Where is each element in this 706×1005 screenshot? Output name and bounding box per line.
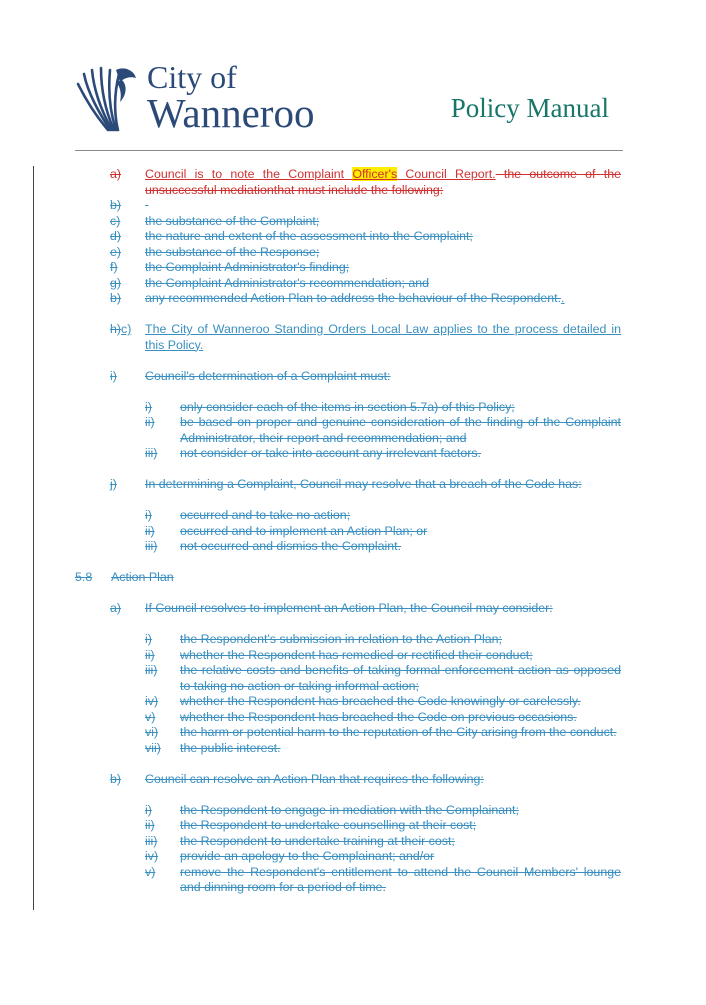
clause-text: Council can resolve an Action Plan that requires the following: <box>145 771 484 786</box>
list-item <box>0 260 706 276</box>
clause-c <box>0 322 706 353</box>
sub-list-item <box>0 632 706 648</box>
clause-j <box>0 477 706 493</box>
clause-label: a) <box>110 601 122 615</box>
sub-list-item <box>0 648 706 664</box>
page-header <box>0 0 706 152</box>
sub-list-item-text: occurred and to take no action; <box>180 508 351 522</box>
sub-list-item-text: the Respondent's submission in relation to the Action Plan; <box>180 632 502 646</box>
sub-list-item-label: ii) <box>145 523 155 538</box>
sub-list-item-text: the Respondent to undertake counselling at their cost; <box>180 818 477 832</box>
clause-a-text <box>145 167 621 198</box>
clause-i-text: Council's determination of a Complaint must: <box>145 368 391 383</box>
list-item <box>0 291 706 307</box>
sub-list-item-label: v) <box>145 709 156 724</box>
sub-list-item-label: vii) <box>145 740 161 755</box>
inserted-text: Council Report. <box>397 167 496 181</box>
sub-list-item <box>0 415 706 446</box>
action-plan-clause-a <box>0 601 706 617</box>
sub-list-item <box>0 865 706 896</box>
sub-list-item-text: the relative costs and benefits of taking formal enforcement action as opposed to taking no action or taking informal action; <box>180 663 621 693</box>
sub-list-item <box>0 818 706 834</box>
section-number: 5.8 <box>75 570 93 584</box>
sub-list-item-text: the Respondent to engage in mediation with the Complainant; <box>180 802 519 817</box>
sub-list-item <box>0 849 706 865</box>
list-item <box>0 276 706 292</box>
clause-b-empty <box>0 198 706 214</box>
sub-list-item-text: whether the Respondent has breached the Code knowingly or carelessly. <box>180 694 581 708</box>
sub-list-item <box>0 694 706 710</box>
list-item-text: the Complaint Administrator's finding; <box>145 260 350 274</box>
list-item-label: b) <box>110 291 122 305</box>
list-item-label: f) <box>110 260 118 274</box>
deleted-text: the outcome of the unsuccessful mediation <box>145 167 621 197</box>
city-logo-icon <box>76 64 140 134</box>
sub-list-item-label: i) <box>145 632 152 646</box>
list-item-text: any recommended Action Plan to address the behaviour of the Respondent.. <box>145 291 565 305</box>
sub-list-item <box>0 400 706 416</box>
clause-text: If Council resolves to implement an Action Plan, the Council may consider: <box>145 601 553 615</box>
sub-list-item <box>0 539 706 555</box>
sub-list-item-label: iii) <box>145 539 158 553</box>
sub-list-item-text: not occurred and dismiss the Complaint. <box>180 539 402 553</box>
logo-city-text: City of <box>147 59 237 95</box>
section-title: Action Plan <box>111 570 174 584</box>
list-item-text: the nature and extent of the assessment into the Complaint; <box>145 229 473 243</box>
clause-c-text: The City of Wanneroo Standing Orders Local Law applies to the process detailed in this Policy. <box>145 322 621 352</box>
list-item-text: the substance of the Complaint; <box>145 213 320 228</box>
clause-a <box>0 167 706 198</box>
sub-list-item-text: the Respondent to undertake training at their cost; <box>180 833 455 848</box>
sub-list-item <box>0 834 706 850</box>
section-heading <box>0 570 706 586</box>
sub-list-item-label: iii) <box>145 446 158 460</box>
clause-i <box>0 369 706 385</box>
sub-list-item <box>0 725 706 741</box>
sub-list-item-label: iii) <box>145 833 158 848</box>
sub-list-item-label: i) <box>145 508 152 522</box>
list-item <box>0 229 706 245</box>
sub-list-item <box>0 446 706 462</box>
sub-list-item-text: remove the Respondent's entitlement to attend the Council Members' lounge and dinning room for a period of time. <box>180 864 621 894</box>
list-item-label: c) <box>110 213 121 228</box>
sub-list-item <box>0 508 706 524</box>
clause-b-label: b) <box>110 198 122 212</box>
list-item-label: g) <box>110 275 122 290</box>
sub-list-item-label: i) <box>145 399 152 414</box>
sub-list-item-label: iv) <box>145 849 159 863</box>
sub-list-item-text: not consider or take into account any irrelevant factors. <box>180 446 481 460</box>
list-item <box>0 245 706 261</box>
document-body <box>0 167 706 896</box>
clause-c-label: h)c) <box>110 322 132 336</box>
logo-name-text: Wanneroo <box>147 90 315 136</box>
sub-list-item-text: occurred and to implement an Action Plan; or <box>180 523 428 538</box>
clause-a-label: a) <box>110 167 122 181</box>
list-item-label: e) <box>110 244 122 259</box>
sub-list-item-text: be based on proper and genuine consideration of the finding of the Complaint Administrator, their report and recommendation; and <box>180 415 621 445</box>
header-divider <box>75 150 623 151</box>
sub-list-item-label: v) <box>145 864 156 879</box>
clause-i-label: i) <box>110 368 117 383</box>
sub-list-item-label: ii) <box>145 818 155 832</box>
sub-list-item <box>0 741 706 757</box>
highlighted-text: Officer's <box>352 167 398 181</box>
clause-j-text: In determining a Complaint, Council may resolve that a breach of the Code has: <box>145 477 582 491</box>
sub-list-item-label: ii) <box>145 647 155 662</box>
sub-list-item-text: provide an apology to the Complainant; and/or <box>180 849 435 863</box>
inserted-text: Council is to note the Complaint <box>145 167 353 181</box>
sub-list-item-label: iii) <box>145 663 158 677</box>
sub-list-item-label: iv) <box>145 694 159 708</box>
list-item <box>0 214 706 230</box>
manual-title: Policy Manual <box>450 93 609 123</box>
sub-list-item <box>0 803 706 819</box>
sub-list-item-text: whether the Respondent has remedied or rectified their conduct; <box>180 647 533 662</box>
inserted-text: . <box>561 291 565 305</box>
sub-list-item-text: the harm or potential harm to the reputation of the City arising from the conduct. <box>180 725 617 739</box>
clause-j-label: j) <box>110 477 117 491</box>
sub-list-item <box>0 663 706 694</box>
action-plan-clause-b <box>0 772 706 788</box>
list-item-label: d) <box>110 229 122 243</box>
sub-list-item-text: whether the Respondent has breached the Code on previous occasions. <box>180 709 577 724</box>
sub-list-item-label: ii) <box>145 415 155 429</box>
sub-list-item-text: the public interest. <box>180 740 281 755</box>
list-item-text: the substance of the Response; <box>145 244 320 259</box>
deleted-text: that must include the following: <box>273 182 444 197</box>
sub-list-item <box>0 710 706 726</box>
list-item-text: the Complaint Administrator's recommendation; and <box>145 275 430 290</box>
sub-list-item-label: vi) <box>145 725 159 739</box>
sub-list-item <box>0 524 706 540</box>
sub-list-item-label: i) <box>145 802 152 817</box>
clause-label: b) <box>110 771 122 786</box>
sub-list-item-text: only consider each of the items in section 5.7a) of this Policy; <box>180 399 515 414</box>
